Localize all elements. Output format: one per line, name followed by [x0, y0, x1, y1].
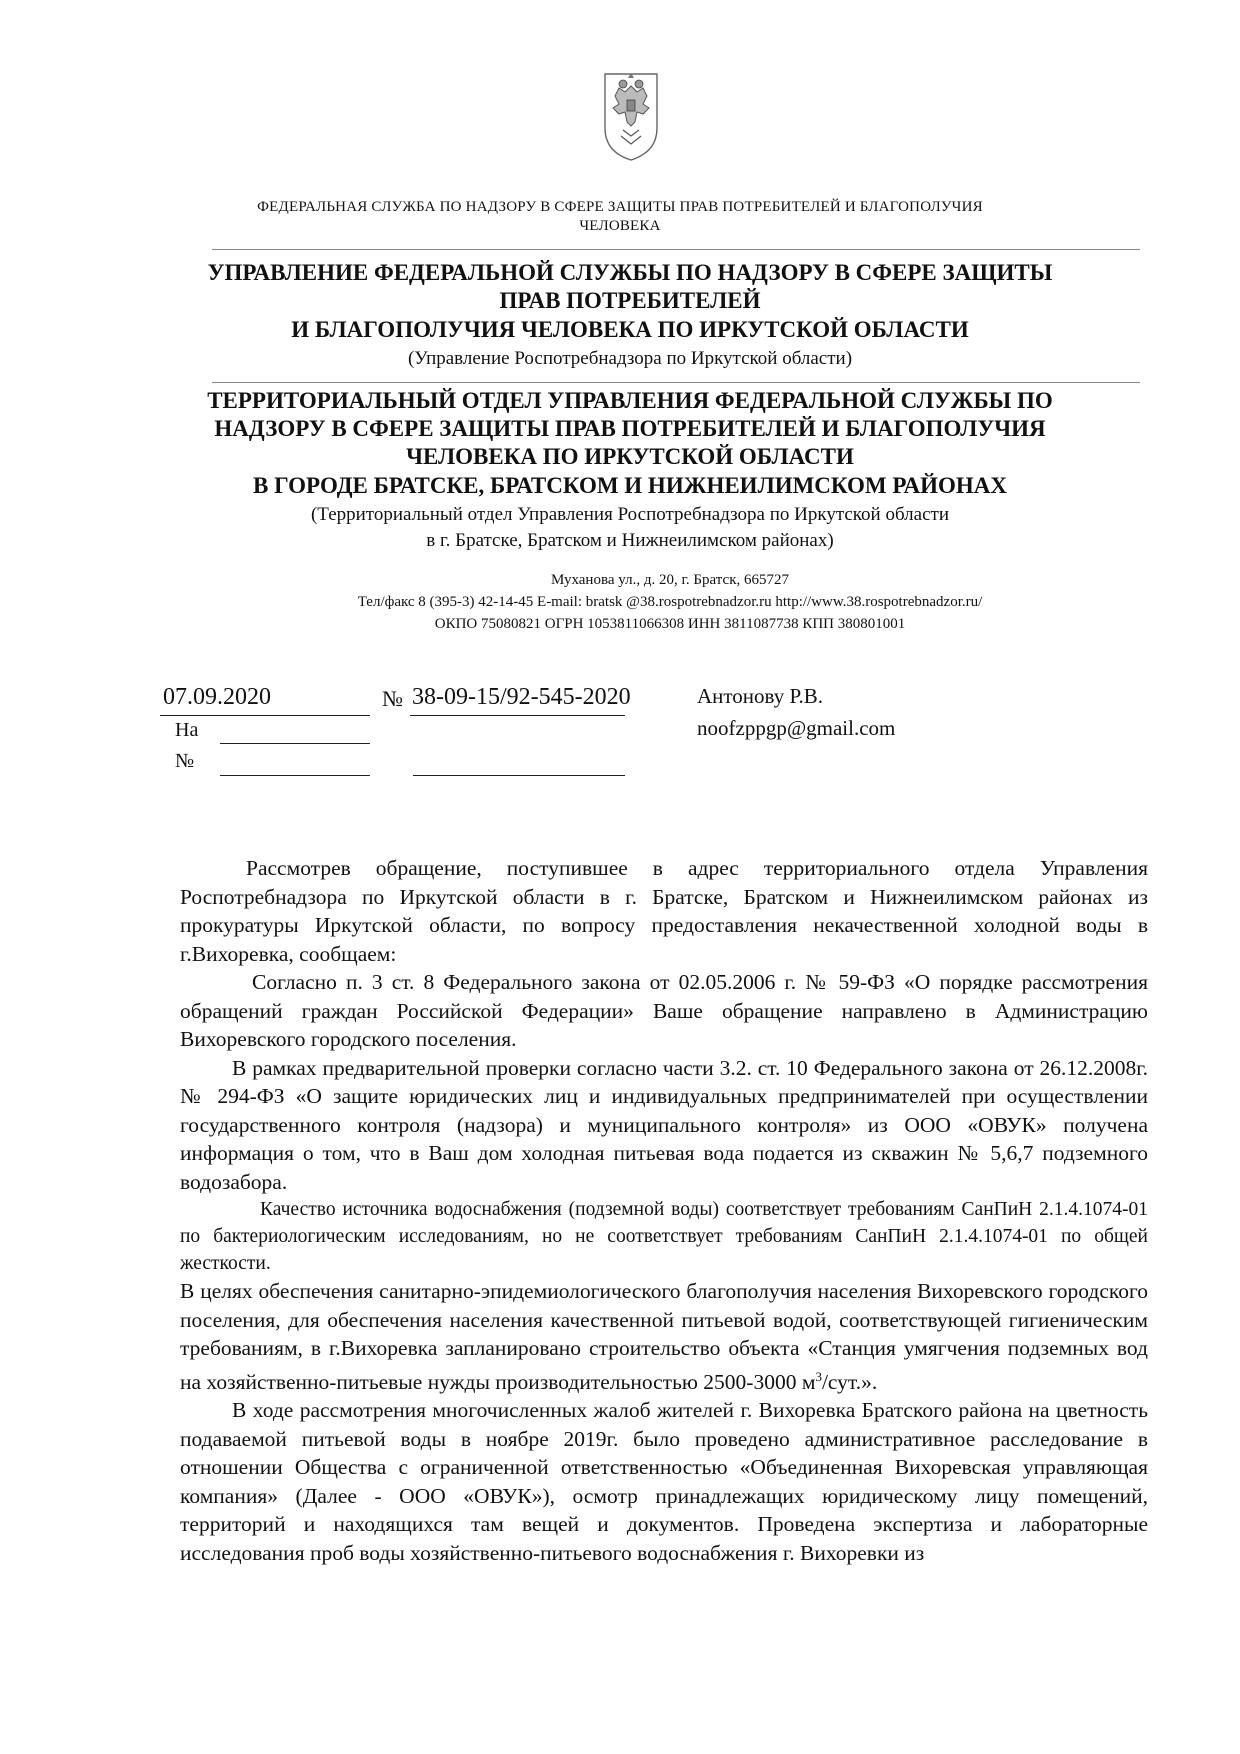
body-paragraph-5 — [180, 1277, 1148, 1396]
coat-of-arms-emblem — [601, 70, 661, 162]
reply-number-blank-line — [413, 775, 625, 776]
reply-date-blank-line — [220, 775, 370, 776]
paragraph-5-text: В целях обеспечения санитарно-эпидемиологического благополучия населения Вихоревского городского поселения, для обеспечения населения качественной питьевой водой, соответствующей гигиеническим требованиям, в г.Вихоревка запланировано строительство объекта «Станция умягчения подземных вод на хозяйственно-питьевые нужды производительностью 2500-3000 м — [180, 1279, 1148, 1394]
agency-name-line2: ЧЕЛОВЕКА — [579, 218, 661, 234]
addressee-name: Антонову Р.В. — [697, 684, 824, 708]
body-paragraph-3: В рамках предварительной проверки согласно части 3.2. ст. 10 Федерального закона от 26.12.2008г. № 294-ФЗ «О защите юридических лиц и индивидуальных предпринимателей при осуществлении государственного контроля (надзора) и муниципального контроля» из ООО «ОВУК» получена информация о том, что в Ваш дом холодная питьевая вода подается из скважин № 5,6,7 подземного водозабора. — [180, 1055, 1148, 1194]
department-short-name-line1: (Территориальный отдел Управления Роспотребнадзора по Иркутской области — [310, 504, 949, 525]
letter-body — [180, 854, 1148, 1567]
number-label: № — [382, 686, 403, 711]
department-title-line2: НАДЗОРУ В СФЕРЕ ЗАЩИТЫ ПРАВ ПОТРЕБИТЕЛЕЙ И БЛАГОПОЛУЧИЯ — [214, 416, 1046, 441]
number-underline — [410, 715, 625, 716]
date-underline — [160, 715, 370, 716]
reply-to-date-line — [220, 743, 370, 744]
department-short-name-line2: в г. Братске, Братском и Нижнеилимском районах) — [426, 530, 834, 551]
addressee-email: noofzppgp@gmail.com — [697, 716, 896, 740]
reply-to-label: На — [175, 719, 199, 741]
paragraph-5-unit: /сут.». — [821, 1369, 878, 1394]
body-paragraph-2: Согласно п. 3 ст. 8 Федерального закона от 02.05.2006 г. № 59-ФЗ «О порядке рассмотрения обращений граждан Российской Федерации» Ваше обращение направлено в Администрацию Вихоревского городского поселения. — [180, 970, 1148, 1051]
office-address: Муханова ул., д. 20, г. Братск, 665727 — [551, 572, 789, 588]
header-divider-1 — [212, 249, 1140, 250]
letter-date: 07.09.2020 — [163, 684, 271, 710]
reply-number-label: № — [175, 750, 195, 772]
cubic-superscript: 3 — [815, 1368, 822, 1384]
directorate-title-line1: УПРАВЛЕНИЕ ФЕДЕРАЛЬНОЙ СЛУЖБЫ ПО НАДЗОРУ В СФЕРЕ ЗАЩИТЫ — [207, 260, 1053, 285]
directorate-short-name: (Управление Роспотребнадзора по Иркутской области) — [407, 348, 853, 369]
letter-number: 38-09-15/92-545-2020 — [412, 684, 631, 710]
department-title-line3: ЧЕЛОВЕКА ПО ИРКУТСКОЙ ОБЛАСТИ — [406, 444, 854, 469]
body-paragraph-4: Качество источника водоснабжения (подземной воды) соответствует требованиям СанПиН 2.1.4.1074-01 по бактериологическим исследованиям, но не соответствует требованиям СанПиН 2.1.4.1074-01 по общей жесткости. — [180, 1199, 1148, 1274]
body-paragraph-1: Рассмотрев обращение, поступившее в адрес территориального отдела Управления Роспотребнадзора по Иркутской области в г. Братске, Братском и Нижнеилимском районах из прокуратуры Иркутской области, по вопросу предоставления некачественной холодной воды в г.Вихоревка, сообщаем: — [180, 856, 1148, 966]
directorate-title-line3: И БЛАГОПОЛУЧИЯ ЧЕЛОВЕКА ПО ИРКУТСКОЙ ОБЛАСТИ — [291, 317, 969, 342]
addressee-block — [697, 680, 895, 744]
department-title-line1: ТЕРРИТОРИАЛЬНЫЙ ОТДЕЛ УПРАВЛЕНИЯ ФЕДЕРАЛЬНОЙ СЛУЖБЫ ПО — [207, 388, 1053, 413]
body-paragraph-6: В ходе рассмотрения многочисленных жалоб жителей г. Вихоревка Братского района на цветность подаваемой питьевой воды в ноябре 2019г. было проведено административное расследование в отношении Общества с ограниченной ответственностью «Объединенная Вихоревская управляющая компания» (Далее - ООО «ОВУК»), осмотр принадлежащих юридическому лицу помещений, территорий и находящихся там вещей и документов. Проведена экспертиза и лабораторные исследования проб воды хозяйственно-питьевого водоснабжения г. Вихоревки из — [180, 1398, 1148, 1565]
directorate-title-line2: ПРАВ ПОТРЕБИТЕЛЕЙ — [499, 288, 761, 313]
header-divider-2 — [212, 382, 1140, 383]
agency-name-line1: ФЕДЕРАЛЬНАЯ СЛУЖБА ПО НАДЗОРУ В СФЕРЕ ЗАЩИТЫ ПРАВ ПОТРЕБИТЕЛЕЙ И БЛАГОПОЛУЧИЯ — [257, 199, 983, 215]
registration-codes: ОКПО 75080821 ОГРН 1053811066308 ИНН 3811087738 КПП 380801001 — [434, 616, 906, 632]
phone-email-website: Тел/факс 8 (395-3) 42-14-45 E-mail: bratsk @38.rospotrebnadzor.ru http://www.38.rospotrebnadzor.ru/ — [357, 594, 983, 610]
department-title-line4: В ГОРОДЕ БРАТСКЕ, БРАТСКОМ И НИЖНЕИЛИМСКОМ РАЙОНАХ — [253, 473, 1007, 498]
